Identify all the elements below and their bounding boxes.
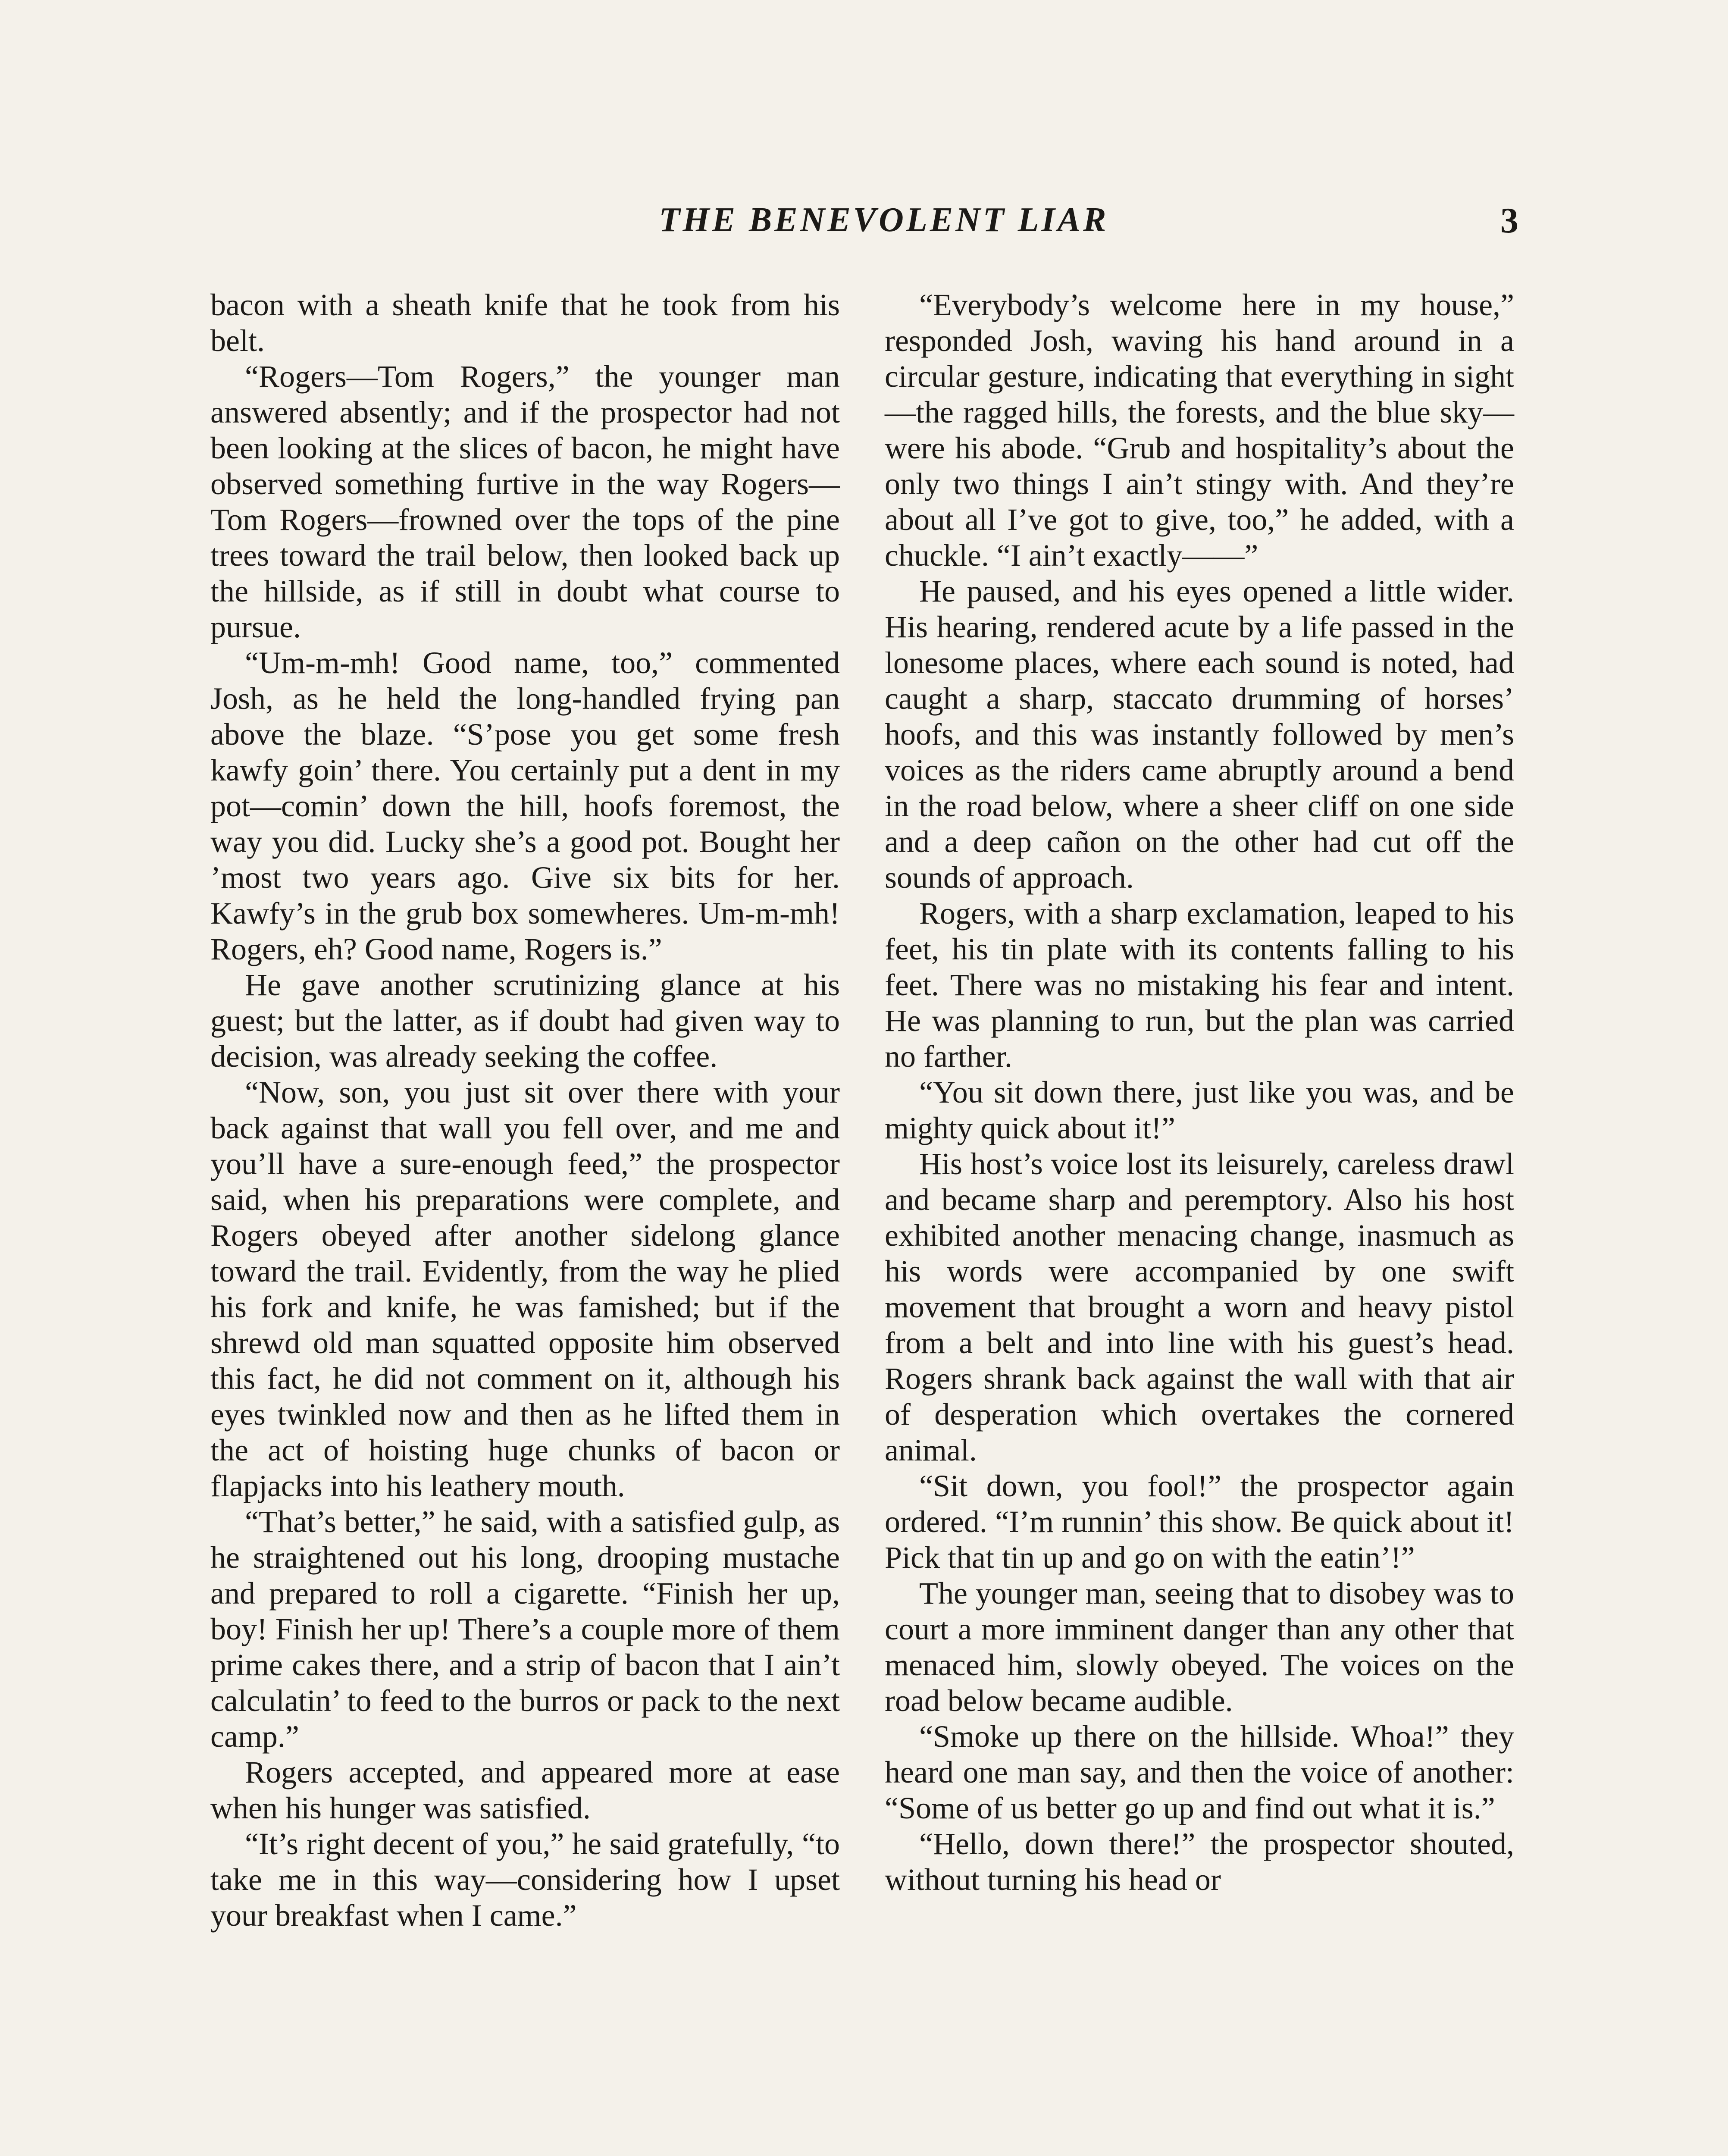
left-column	[210, 287, 840, 1934]
right-column	[885, 287, 1514, 1898]
paragraph: bacon with a sheath knife that he took from his belt.	[210, 288, 840, 358]
paragraph: “Now, son, you just sit over there with your back against that wall you fell over, and me and you’ll have a sure-enough feed,” the prospector said, when his preparations were complete, and Rogers obeyed after another sidelong glance toward the trail. Evidently, from the way he plied his fork and knife, he was famished; but if the shrewd old man squatted opposite him observed this fact, he did not comment on it, although his eyes twinkled now and then as he lifted them in the act of hoisting huge chunks of bacon or flapjacks into his leathery mouth.	[210, 1075, 840, 1503]
running-title: THE BENEVOLENT LIAR	[659, 201, 1109, 239]
paragraph: Rogers, with a sharp exclamation, leaped to his feet, his tin plate with its contents falling to his feet. There was no mistaking his fear and intent. He was planning to run, but the plan was carried no farther.	[885, 896, 1514, 1074]
paragraph: He gave another scrutinizing glance at his guest; but the latter, as if doubt had given way to decision, was already seeking the coffee.	[210, 968, 840, 1074]
paragraph: “Everybody’s welcome here in my house,” responded Josh, waving his hand around in a circular gesture, indicating that everything in sight—the ragged hills, the forests, and the blue sky—were his abode. “Grub and hospitality’s about the only two things I ain’t stingy with. And they’re about all I’ve got to give, too,” he added, with a chuckle. “I ain’t exactly——”	[885, 288, 1514, 573]
paragraph: “Sit down, you fool!” the prospector again ordered. “I’m runnin’ this show. Be quick about it! Pick that tin up and go on with the eatin’!”	[885, 1469, 1514, 1575]
paragraph: “Rogers—Tom Rogers,” the younger man answered absently; and if the prospector had not been looking at the slices of bacon, he might have observed something furtive in the way Rogers—Tom Rogers—frowned over the tops of the pine trees toward the trail below, then looked back up the hillside, as if still in doubt what course to pursue.	[210, 359, 840, 644]
paragraph: “Smoke up there on the hillside. Whoa!” they heard one man say, and then the voice of another: “Some of us better go up and find out what it is.”	[885, 1719, 1514, 1825]
paragraph: “Um-m-mh! Good name, too,” commented Josh, as he held the long-handled frying pan above the blaze. “S’pose you get some fresh kawfy goin’ there. You certainly put a dent in my pot—comin’ down the hill, hoofs foremost, the way you did. Lucky she’s a good pot. Bought her ’most two years ago. Give six bits for her. Kawfy’s in the grub box somewheres. Um-m-mh! Rogers, eh? Good name, Rogers is.”	[210, 646, 840, 966]
page-number: 3	[1500, 201, 1518, 241]
paragraph: Rogers accepted, and appeared more at ease when his hunger was satisfied.	[210, 1755, 840, 1825]
paragraph: The younger man, seeing that to disobey was to court a more imminent danger than any other that menaced him, slowly obeyed. The voices on the road below became audible.	[885, 1576, 1514, 1718]
paragraph: “That’s better,” he said, with a satisfied gulp, as he straightened out his long, drooping mustache and prepared to roll a cigarette. “Finish her up, boy! Finish her up! There’s a couple more of them prime cakes there, and a strip of bacon that I ain’t calculatin’ to feed to the burros or pack to the next camp.”	[210, 1504, 840, 1754]
paragraph: “It’s right decent of you,” he said gratefully, “to take me in this way—considering how I upset your breakfast when I came.”	[210, 1827, 840, 1933]
paragraph: His host’s voice lost its leisurely, careless drawl and became sharp and peremptory. Also his host exhibited another menacing change, inasmuch as his words were accompanied by one swift movement that brought a worn and heavy pistol from a belt and into line with his guest’s head. Rogers shrank back against the wall with that air of desperation which overtakes the cornered animal.	[885, 1147, 1514, 1467]
paragraph: “Hello, down there!” the prospector shouted, without turning his head or	[885, 1827, 1514, 1897]
paragraph: He paused, and his eyes opened a little wider. His hearing, rendered acute by a life passed in the lonesome places, where each sound is noted, had caught a sharp, staccato drumming of horses’ hoofs, and this was instantly followed by men’s voices as the riders came abruptly around a bend in the road below, where a sheer cliff on one side and a deep cañon on the other had cut off the sounds of approach.	[885, 574, 1514, 895]
paragraph: “You sit down there, just like you was, and be mighty quick about it!”	[885, 1075, 1514, 1145]
